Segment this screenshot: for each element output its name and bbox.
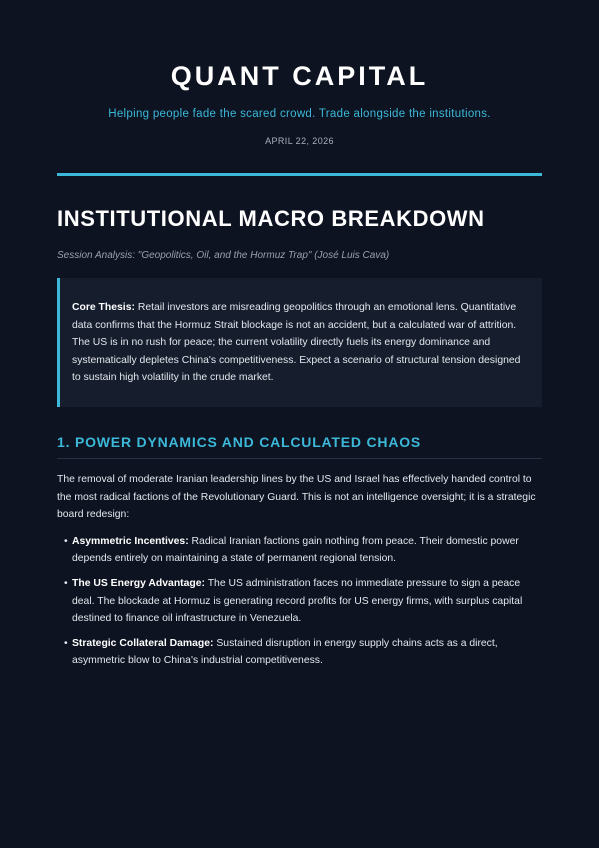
bullet-marker: • bbox=[64, 577, 68, 589]
report-title: INSTITUTIONAL MACRO BREAKDOWN bbox=[57, 206, 485, 231]
bullet-item bbox=[66, 575, 542, 628]
tagline: Helping people fade the scared crowd. Trade alongside the institutions. bbox=[108, 108, 491, 120]
section-intro-paragraph: The removal of moderate Iranian leadership lines by the US and Israel has effectively handed control to the most radical factions of the Revolutionary Guard. This is not an intelligence oversight; it is a strategic board redesign: bbox=[57, 473, 536, 521]
core-thesis-callout bbox=[57, 278, 542, 407]
bullet-marker: • bbox=[64, 535, 68, 547]
core-thesis-text: Retail investors are misreading geopolitics through an emotional lens. Quantitative data confirms that the Hormuz Strait blockage is not an accident, but a calculated war of attrition. The US is in no rush for peace; the current volatility directly fuels its energy dominance and systematically depletes China's competitiveness. Expect a scenario of structural tension designed to sustain high volatility in the crude market. bbox=[72, 302, 521, 384]
report-date: APRIL 22, 2026 bbox=[265, 136, 334, 146]
bullet-text: Radical Iranian factions gain nothing from peace. Their domestic power depends entirely on maintaining a state of permanent regional tension. bbox=[72, 535, 519, 565]
bullet-label: Asymmetric Incentives: bbox=[72, 535, 189, 547]
bullet-label: The US Energy Advantage: bbox=[72, 577, 205, 589]
header-divider bbox=[57, 173, 542, 176]
bullet-item bbox=[66, 635, 542, 670]
core-thesis-label: Core Thesis: bbox=[72, 302, 135, 313]
brand-title: QUANT CAPITAL bbox=[170, 61, 429, 91]
bullet-text: Sustained disruption in energy supply chains acts as a direct, asymmetric blow to China's industrial competitiveness. bbox=[72, 637, 498, 667]
bullet-label: Strategic Collateral Damage: bbox=[72, 637, 214, 649]
section-heading: 1. POWER DYNAMICS AND CALCULATED CHAOS bbox=[57, 433, 542, 459]
session-subtitle: Session Analysis: "Geopolitics, Oil, and the Hormuz Trap" (José Luis Cava) bbox=[57, 250, 390, 261]
bullet-text: The US administration faces no immediate pressure to sign a peace deal. The blockade at Hormuz is generating record profits for US energy firms, with surplus capital destined to finance oil infrastructure in Venezuela. bbox=[72, 577, 523, 625]
bullet-list bbox=[57, 533, 542, 670]
bullet-item bbox=[66, 533, 542, 568]
bullet-marker: • bbox=[64, 637, 68, 649]
